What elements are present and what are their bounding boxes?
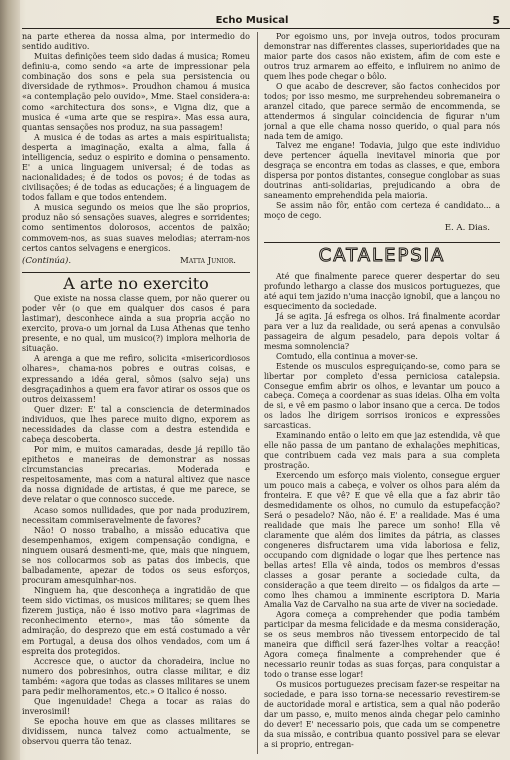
author-signature: E. A. Dias. xyxy=(444,223,490,234)
left-intro-paragraph: na parte etherea da nossa alma, por intermedio do sentido auditivo. xyxy=(22,32,250,52)
publication-title: Echo Musical xyxy=(215,15,289,26)
article-paragraph: Estende os musculos espreguiçando-se, como para se libertar por completo d'essa perniciosa catalepsia. Consegue emfim abrir os olhos, e levantar um pouco a cabeça. Começa a coordenar as suas ideias. Olha em volta de si, e vê em pasmo o labor insano que a cerca. De todos os lados lhe dirigem sorrisos ironicos e expressões sarcasticas. xyxy=(264,361,500,431)
article-paragraph: Examinando então o leito em que jaz estendida, vê que elle não passa de um pantano de exhalações mephiticas, que contribuem cada vez mais para a sua completa prostração. xyxy=(264,431,500,471)
article-paragraph: Ninguem ha, que desconheça a ingratidão de que teem sido victimas, os musicos militares; se quem lhes fizerem justiça, não é isso motivo para «lagrimas de reconhecimento eterno», mas tão sómente da admiração, do desprezo que em está costumado a vêr em Portugal, a deusa dos olhos vendados, com um á espreita dos protegidos. xyxy=(22,586,250,656)
left-intro-paragraph: A musica é de todas as artes a mais espiritualista; desperta a imaginação, exalta a alma, falla á intelligencia, seduz o espirito e domina o pensamento. E' a unica linguagem universal; é de todas as nacionalidades; é de todos os povos; é de todas as civilisações; é de todas as educações; é a linguagem de todos fallam e que todos entendem. xyxy=(22,132,250,203)
article-paragraph: Que ingenuidade! Chega a tocar as raias do inverosimil! xyxy=(22,697,250,717)
article-title: A arte no exercito xyxy=(22,272,250,289)
left-intro-paragraph: A musica segundo os meios que lhe são proprios, produz não só sensações suaves, alegres e sorridentes; como sentimentos dolorosos, accentos de paixão; commovem-nos, as suas suaves melodias; aterram-nos certos cantos selvagens e energicos. xyxy=(22,203,250,253)
article-paragraph: Não! O nosso trabalho, a missão educativa que desempenhamos, exigem compensação condigna, e ninguem ousará desmenti-me, que, mais que ninguem, se nos collocarmos sob as patas dos imbecis, que balbadamente, apezar de todos os seus esforços, procuram amesquinhar-nos. xyxy=(22,525,250,586)
binding-spine xyxy=(0,0,20,760)
page-header xyxy=(22,14,510,29)
spine-text-fragments xyxy=(2,40,16,730)
left-intro-paragraph: Muitas definições teem sido dadas á musica; Romeu definiu-a, como sendo «a arte de impressionar pela combinação dos sons e pela sua persistencia ou diversidade de rythmos». Proudhon chamou á musica «a contemplação pelo ouvido», Mme. Stael considera-a: como «architectura dos sons», e Vigna diz, que a musica é «uma arte que se respira». Mas essa aura, quantas sensações nos produz, na sua passagem! xyxy=(22,52,250,132)
author-signature: Matta Junior. xyxy=(180,255,236,266)
article-paragraph: Quer dizer: E' tal a consciencia de determinados individuos, que lhes parece muito digno, exporem as necessidades da classe com a destra estendida e cabeça descoberta. xyxy=(22,404,250,444)
article-title-decorative xyxy=(264,242,500,267)
right-intro-paragraph: Por egoismo uns, por inveja outros, todos procuram demonstrar nas differentes classes, superioridades que na maior parte dos casos não existem, afim de com este e outros truz armarem ao effeito, e influirem no animo de quem lhes pode chegar o bôlo. xyxy=(264,32,500,81)
article-paragraph: A arenga a que me refiro, solicita «misericordiosos olhares», chama-nos pobres e outras coisas, e expressando a idéa geral, sômos (salvo seja) uns desgraçadinhos a quem era favor atirar os ossos que os outros deixassem! xyxy=(22,354,250,404)
article-paragraph: Se epocha houve em que as classes militares se dividissem, nunca talvez como actualmente, se observou querra tão tenaz. xyxy=(22,717,250,747)
page-number: 5 xyxy=(492,14,500,27)
article-paragraph: Que existe na nossa classe quem, por não querer ou poder vêr (o que em qualquer dos casos é para lastimar), desconhece ainda a sua propria acção no exercito, prova-o um jornal da Lusa Athenas que tenho presente, e no qual, um musico(?) implora melhoria de situação. xyxy=(22,293,250,354)
left-column xyxy=(22,32,250,754)
continuation-line xyxy=(22,256,250,266)
continua-note: (Continúa). xyxy=(22,255,72,266)
article-paragraph: Exercendo um esforço mais violento, consegue erguer um pouco mais a cabeça, e volver os olhos para além da fronteira. E que vê? E que vê ella que a faz abrir tão desmedidamente os olhos, no cumulo da estupefacção? Será o pesadelo? Não, não é. E' a realidade. Mas é uma realidade que mais lhe parece um sonho! Ella vê claramente que além dos limites da pátria, as classes congeneres disfructarem uma vida laboriosa e feliz, occupando com dignidade o logar que lhes pertence nas bellas artes! Ella vê ainda, todos os membros d'essas classes a gosar perante a sociedade culta, da consideração a que teem direito — os fidalgos da arte — como lhes chamou a imminente escriptora D. Maria Amalia Vaz de Carvalho na sua arte de viver na sociedade. xyxy=(264,471,500,610)
right-intro-paragraph: Talvez me engane! Todavia, julgo que este individuo deve pertencer áquella inevitavel minoria que por desgraça se encontra em todas as classes, e que, embora dispersa por pontos distantes, consegue conglobar as suas doutrinas anti-solidarias, prejudicando a obra de saneamento emprehendida pela maioria. xyxy=(264,141,500,201)
column-divider xyxy=(257,32,258,754)
article-paragraph: Os musicos portuguezes precisam fazer-se respeitar na sociedade, e para isso torna-se necessario revestirem-se de auctoridade moral e artistica, sem a qual não poderão dar um passo, e, muito menos ainda chegar pelo caminho do dever! E' necessario pois, que cada um se compenetre da sua missão, e contribua quanto possivel para se elevar a si proprio, entregan- xyxy=(264,680,500,749)
article-paragraph: Até que finalmente parece querer despertar do seu profundo lethargo a classe dos musicos portuguezes, que até aqui tem jazido n'uma inacção ignobil, que a lançou no esquecimento da sociedade. xyxy=(264,272,500,311)
article-title: CATALEPSIA xyxy=(318,245,446,267)
article-paragraph: Já se agita. Já esfrega os olhos. Irá finalmente acordar para ver a luz da realidade, ou será apenas a convulsão passageira de algum pesadelo, para depois voltar á mesma somnolencia? xyxy=(264,311,500,351)
right-intro-paragraph: Se assim não fôr, então com certeza é candidato... a moço de cego. xyxy=(264,201,500,221)
article-paragraph: Acaso somos nullidades, que por nada produzirem, necessitam commiseravelmente de favores? xyxy=(22,505,250,525)
article-paragraph: Por mim, e muitos camaradas, desde já repillo tão epithetos e maneiras de demonstrar as nossas circumstancias precarias. Moderada e respeitosamente, mas com a natural altivez que nasce da nossa dignidade de artistas, é que me parece, se deve relatar o que connosco succede. xyxy=(22,445,250,505)
article-paragraph: Accresce que, o auctor da choradeira, inclue no numero dos pobresinhos, outra classe militar, e diz também: «agora que todas as classes militares se unem para pedir melhoramentos, etc.» O italico é nosso. xyxy=(22,656,250,696)
right-column xyxy=(264,32,500,754)
article-paragraph: Agora começa a comprehender que podia também participar da mesma felicidade e da mesma consideração, se os seus membros não tivessem entorpecido de tal maneira que difficil será fazer-lhes voltar a reacção! Agora começa finalmente a comprehender que é necessario reunir todas as suas forças, para conquistar a todo o transe esse logar! xyxy=(264,610,500,680)
article-paragraph: Comtudo, ella continua a mover-se. xyxy=(276,351,418,361)
right-intro-paragraph: O que acabo de descrever, são factos conhecidos por todos; por isso mesmo, me surprehendeu sobremaneira o aranzel citado, que parece sermão de encommenda, se attendermos á singular coincidencia de figurar n'um jornal a que elle chama nosso querido, o qual para nós nada tem de amigo. xyxy=(264,81,500,141)
